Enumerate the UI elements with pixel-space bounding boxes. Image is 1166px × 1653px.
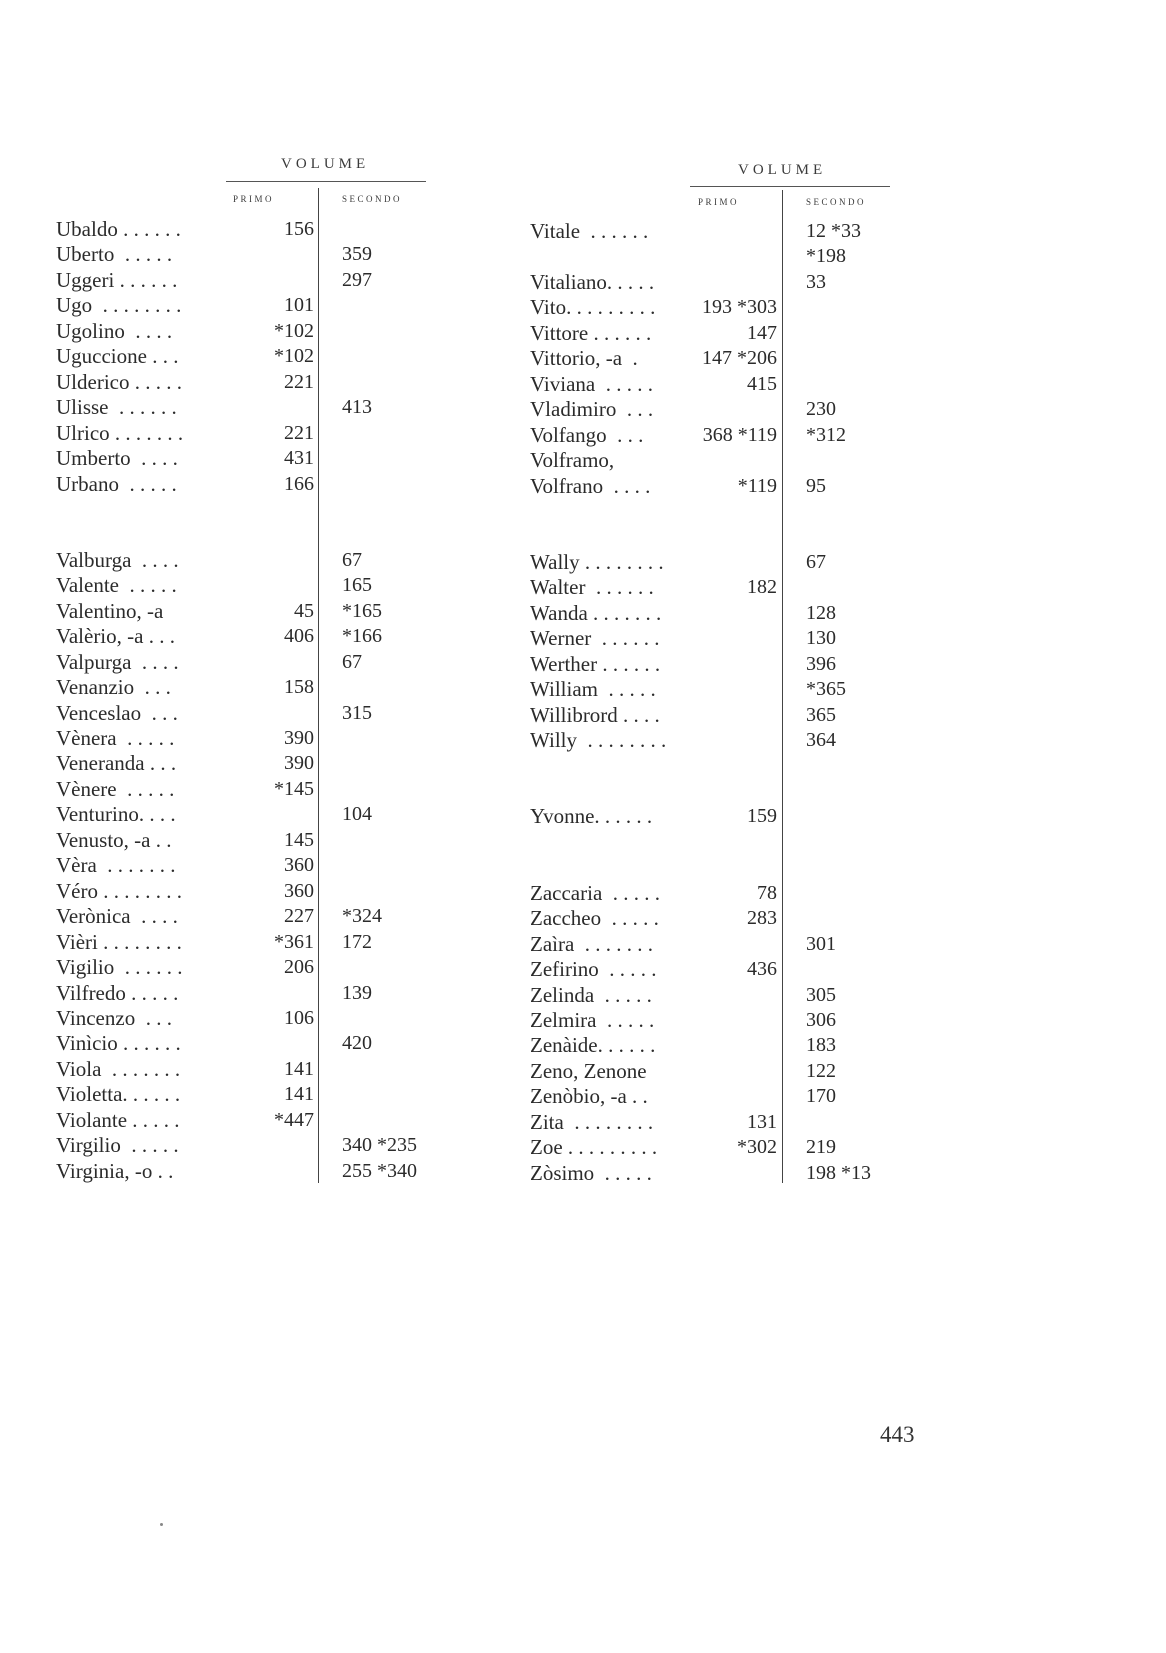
entry-name: Volframo, — [530, 448, 615, 473]
entry-primo-ref: 221 — [284, 370, 314, 393]
entry-name: Vittore . . . . . . — [530, 320, 652, 345]
index-entry — [56, 725, 456, 751]
entry-name: Uberto . . . . . — [56, 242, 173, 267]
volume-rule-right — [690, 186, 890, 187]
entry-secondo-ref: *165 — [342, 599, 382, 622]
index-entry — [530, 498, 930, 524]
index-entry — [530, 752, 930, 778]
index-entry — [530, 1160, 930, 1186]
entry-secondo-ref: 183 — [806, 1034, 836, 1057]
index-entry — [530, 549, 930, 575]
index-entry — [56, 267, 456, 293]
index-entry — [56, 1005, 456, 1031]
index-entry — [56, 878, 456, 904]
left-index-column — [56, 0, 456, 1653]
index-entry — [56, 521, 456, 547]
entry-secondo-ref: 365 — [806, 703, 836, 726]
index-entry — [530, 1134, 930, 1160]
index-entry — [530, 854, 930, 880]
index-entry — [56, 318, 456, 344]
index-entry — [56, 241, 456, 267]
index-entry — [56, 496, 456, 522]
entry-name: Viola . . . . . . . — [56, 1056, 181, 1081]
entry-name: Valburga . . . . — [56, 547, 179, 572]
entry-name: Vènere . . . . . — [56, 776, 175, 801]
entry-secondo-ref: *324 — [342, 905, 382, 928]
entry-primo-ref: *447 — [274, 1108, 314, 1131]
index-entry — [530, 320, 930, 346]
entry-secondo-ref: 139 — [342, 981, 372, 1004]
index-entry — [530, 523, 930, 549]
entry-name: Zoe . . . . . . . . . — [530, 1135, 658, 1160]
entry-name: Volfrano . . . . — [530, 473, 651, 498]
index-entry — [56, 343, 456, 369]
index-entry — [56, 776, 456, 802]
entry-name: Vènera . . . . . — [56, 726, 175, 750]
entry-secondo-ref: *365 — [806, 678, 846, 701]
entry-name: Ulrico . . . . . . . — [56, 420, 184, 445]
index-entry — [56, 292, 456, 318]
entry-secondo-ref: *312 — [806, 423, 846, 446]
entry-name: Werther . . . . . . — [530, 651, 661, 676]
index-entry — [56, 929, 456, 955]
secondo-heading-right: SECONDO — [806, 197, 867, 207]
entry-name: Vitale . . . . . . — [530, 219, 649, 243]
index-entry — [530, 447, 930, 473]
entry-name: Vigilio . . . . . . — [56, 955, 183, 980]
entry-name: Vinìcio . . . . . . — [56, 1031, 181, 1056]
entry-name: Viviana . . . . . — [530, 371, 653, 396]
entry-secondo-ref: 165 — [342, 574, 372, 597]
index-entry — [530, 905, 930, 931]
entry-name: Virgilio . . . . . — [56, 1133, 179, 1158]
entry-name: Vito. . . . . . . . . — [530, 295, 656, 320]
entry-primo-ref: 360 — [284, 854, 314, 877]
entry-name: Vilfredo . . . . . — [56, 980, 179, 1005]
entry-name: Ugolino . . . . — [56, 318, 173, 343]
index-entry — [530, 931, 930, 957]
entry-name: Walter . . . . . . — [530, 575, 654, 600]
entry-name: Venanzio . . . — [56, 675, 171, 700]
entry-name: Zenòbio, -a . . — [530, 1084, 648, 1109]
entry-secondo-ref: 130 — [806, 627, 836, 650]
entry-name: Verònica . . . . — [56, 904, 178, 929]
entry-secondo-ref: 122 — [806, 1059, 836, 1082]
entry-primo-ref: 101 — [284, 294, 314, 317]
entry-secondo-ref: 359 — [342, 243, 372, 266]
entry-primo-ref: 360 — [284, 879, 314, 902]
index-entry — [56, 1056, 456, 1082]
entry-name: Venturino. . . . — [56, 802, 176, 827]
entry-name: Vièri . . . . . . . . — [56, 929, 182, 954]
entry-secondo-ref: 413 — [342, 396, 372, 419]
entry-primo-ref: 406 — [284, 625, 314, 648]
entry-secondo-ref: 306 — [806, 1008, 836, 1031]
index-entry — [530, 269, 930, 295]
entry-name: Zelmira . . . . . — [530, 1007, 655, 1032]
entry-secondo-ref: 67 — [806, 550, 826, 573]
index-entry — [56, 216, 456, 242]
index-entry — [530, 982, 930, 1008]
entry-name: Ulderico . . . . . — [56, 369, 182, 394]
entry-name: Zaccheo . . . . . — [530, 906, 659, 931]
entry-secondo-ref: 128 — [806, 601, 836, 624]
entry-name: Ubaldo . . . . . . — [56, 217, 181, 241]
index-entry — [56, 1107, 456, 1133]
entry-secondo-ref: 297 — [342, 268, 372, 291]
entry-name: Valpurga . . . . — [56, 649, 179, 674]
entry-name: Wally . . . . . . . . — [530, 549, 664, 574]
entry-name: Valente . . . . . — [56, 573, 177, 598]
index-entry — [56, 980, 456, 1006]
entry-primo-ref: 145 — [284, 828, 314, 851]
index-entry — [530, 651, 930, 677]
entry-name: Urbano . . . . . — [56, 471, 177, 496]
entry-name: Veneranda . . . — [56, 751, 177, 776]
entry-primo-ref: 206 — [284, 956, 314, 979]
entry-primo-ref: *302 — [737, 1136, 777, 1159]
entry-primo-ref: *119 — [737, 474, 777, 497]
index-entry — [530, 1109, 930, 1135]
index-entry — [56, 623, 456, 649]
entry-secondo-ref: 315 — [342, 701, 372, 724]
entry-name: Vittorio, -a . — [530, 346, 638, 371]
entry-name: Vitaliano. . . . . — [530, 269, 655, 294]
entry-primo-ref: 436 — [747, 958, 777, 981]
entry-primo-ref: 431 — [284, 447, 314, 470]
entry-name: Wanda . . . . . . . — [530, 600, 662, 625]
entry-primo-ref: 158 — [284, 676, 314, 699]
index-entry — [56, 1081, 456, 1107]
entry-name: Werner . . . . . . — [530, 626, 660, 651]
index-entry — [56, 649, 456, 675]
entry-secondo-ref: 67 — [342, 548, 362, 571]
entry-primo-ref: 147 — [747, 321, 777, 344]
entry-secondo-ref: 255 *340 — [342, 1159, 417, 1182]
entry-secondo-ref: *198 — [806, 245, 846, 268]
entry-primo-ref: 159 — [747, 805, 777, 828]
primo-heading-right: PRIMO — [698, 197, 740, 207]
entry-primo-ref: 368 *119 — [702, 423, 777, 446]
index-entry — [56, 700, 456, 726]
entry-primo-ref: 45 — [294, 599, 314, 622]
entry-primo-ref: 147 *206 — [702, 347, 777, 370]
entry-primo-ref: *145 — [274, 777, 314, 800]
index-entry — [530, 803, 930, 829]
index-entry — [56, 445, 456, 471]
index-entry — [530, 345, 930, 371]
entry-secondo-ref: 396 — [806, 652, 836, 675]
index-entry — [56, 750, 456, 776]
index-entry — [56, 954, 456, 980]
entry-secondo-ref: *166 — [342, 625, 382, 648]
index-entry — [56, 572, 456, 598]
index-entry — [530, 880, 930, 906]
index-entry — [530, 676, 930, 702]
index-entry — [530, 702, 930, 728]
index-entry — [56, 1158, 456, 1184]
index-entry — [56, 547, 456, 573]
entry-name: Ulisse . . . . . . — [56, 395, 177, 420]
entry-primo-ref: 415 — [747, 372, 777, 395]
entry-name: Violante . . . . . — [56, 1107, 180, 1132]
index-entry — [530, 625, 930, 651]
index-entry — [530, 956, 930, 982]
index-entry — [56, 801, 456, 827]
index-entry — [530, 473, 930, 499]
entry-name: Zenàide. . . . . . — [530, 1033, 656, 1058]
index-entry — [56, 903, 456, 929]
index-entry — [56, 827, 456, 853]
entry-primo-ref: 182 — [747, 576, 777, 599]
entry-name: Zaccaria . . . . . — [530, 880, 661, 905]
entry-name: Zita . . . . . . . . — [530, 1109, 654, 1134]
entry-secondo-ref: 420 — [342, 1032, 372, 1055]
index-entry — [530, 600, 930, 626]
entry-primo-ref: 390 — [284, 727, 314, 749]
index-entry — [530, 1058, 930, 1084]
index-entry — [530, 371, 930, 397]
entry-name: Ugo . . . . . . . . — [56, 293, 182, 318]
entry-primo-ref: 193 *303 — [702, 296, 777, 319]
entry-name: Valentino, -a — [56, 598, 164, 623]
entry-name: Zaìra . . . . . . . — [530, 931, 654, 956]
entry-secondo-ref: 198 *13 — [806, 1161, 871, 1184]
entry-primo-ref: 141 — [284, 1083, 314, 1106]
entry-name: Zòsimo . . . . . — [530, 1160, 652, 1185]
entry-secondo-ref: 340 *235 — [342, 1134, 417, 1157]
index-entry — [530, 422, 930, 448]
entry-secondo-ref: 305 — [806, 983, 836, 1006]
index-entry — [56, 674, 456, 700]
entry-secondo-ref: 364 — [806, 729, 836, 751]
entry-name: Zeno, Zenone — [530, 1058, 647, 1083]
page-number: 443 — [880, 1422, 915, 1447]
entry-primo-ref: *102 — [274, 345, 314, 368]
entry-name: Willibrord . . . . — [530, 702, 660, 727]
primo-heading-left: PRIMO — [233, 194, 275, 204]
volume-heading-right: VOLUME — [738, 162, 827, 178]
entry-secondo-ref: 172 — [342, 930, 372, 953]
entry-secondo-ref: 33 — [806, 270, 826, 293]
entry-name: Volfango . . . — [530, 422, 644, 447]
index-entry — [530, 243, 930, 269]
entry-name: Valèrio, -a . . . — [56, 624, 175, 649]
volume-heading-left: VOLUME — [281, 156, 370, 172]
entry-secondo-ref: 12 *33 — [806, 220, 861, 242]
entry-name: Uguccione . . . — [56, 344, 179, 369]
index-entry — [530, 294, 930, 320]
entry-name: Vladimiro . . . — [530, 397, 654, 422]
entry-primo-ref: *102 — [274, 319, 314, 342]
entry-primo-ref: 106 — [284, 1006, 314, 1029]
index-entry — [56, 471, 456, 497]
entry-name: Willy . . . . . . . . — [530, 728, 667, 752]
index-entry — [530, 574, 930, 600]
entry-name: Umberto . . . . — [56, 446, 178, 471]
index-entry — [530, 778, 930, 804]
entry-primo-ref: 156 — [284, 218, 314, 240]
index-entry — [530, 1083, 930, 1109]
entry-name: Vincenzo . . . — [56, 1005, 172, 1030]
entry-primo-ref: 221 — [284, 421, 314, 444]
entry-name: Venceslao . . . — [56, 700, 178, 725]
entry-primo-ref: 283 — [747, 907, 777, 930]
entry-primo-ref: *361 — [274, 930, 314, 953]
entry-primo-ref: 78 — [757, 881, 777, 904]
entry-name: Venusto, -a . . — [56, 827, 172, 852]
index-entry — [56, 1132, 456, 1158]
entry-secondo-ref: 67 — [342, 650, 362, 673]
index-entry — [530, 727, 930, 753]
entry-name: Virginia, -o . . — [56, 1158, 174, 1183]
entry-secondo-ref: 170 — [806, 1085, 836, 1108]
index-entry — [56, 369, 456, 395]
secondo-heading-left: SECONDO — [342, 194, 403, 204]
entry-name: Vèra . . . . . . . — [56, 853, 176, 878]
right-index-column — [530, 0, 950, 1653]
entry-primo-ref: 227 — [284, 905, 314, 928]
index-entry — [56, 394, 456, 420]
volume-rule-left — [226, 181, 426, 182]
index-entry — [56, 852, 456, 878]
entry-secondo-ref: 230 — [806, 398, 836, 421]
index-entry — [530, 396, 930, 422]
index-entry — [530, 1032, 930, 1058]
entry-name: William . . . . . — [530, 677, 656, 702]
entry-primo-ref: 131 — [747, 1110, 777, 1133]
index-entry — [530, 218, 930, 244]
index-entry — [530, 829, 930, 855]
entry-secondo-ref: 219 — [806, 1136, 836, 1159]
entry-secondo-ref: 301 — [806, 932, 836, 955]
entry-name: Violetta. . . . . . — [56, 1082, 181, 1107]
entry-secondo-ref: 104 — [342, 803, 372, 826]
index-entry — [56, 1030, 456, 1056]
index-entry — [530, 1007, 930, 1033]
entry-name: Uggeri . . . . . . — [56, 267, 178, 292]
entry-secondo-ref: 95 — [806, 474, 826, 497]
index-entry — [56, 598, 456, 624]
entry-name: Zelinda . . . . . — [530, 982, 652, 1007]
entry-primo-ref: 390 — [284, 752, 314, 775]
paper-speck — [160, 1523, 163, 1526]
entry-name: Zefirino . . . . . — [530, 957, 657, 982]
index-entry — [56, 420, 456, 446]
entry-primo-ref: 166 — [284, 472, 314, 495]
entry-primo-ref: 141 — [284, 1057, 314, 1080]
entry-name: Yvonne. . . . . . — [530, 804, 653, 829]
entry-name: Véro . . . . . . . . — [56, 878, 182, 903]
